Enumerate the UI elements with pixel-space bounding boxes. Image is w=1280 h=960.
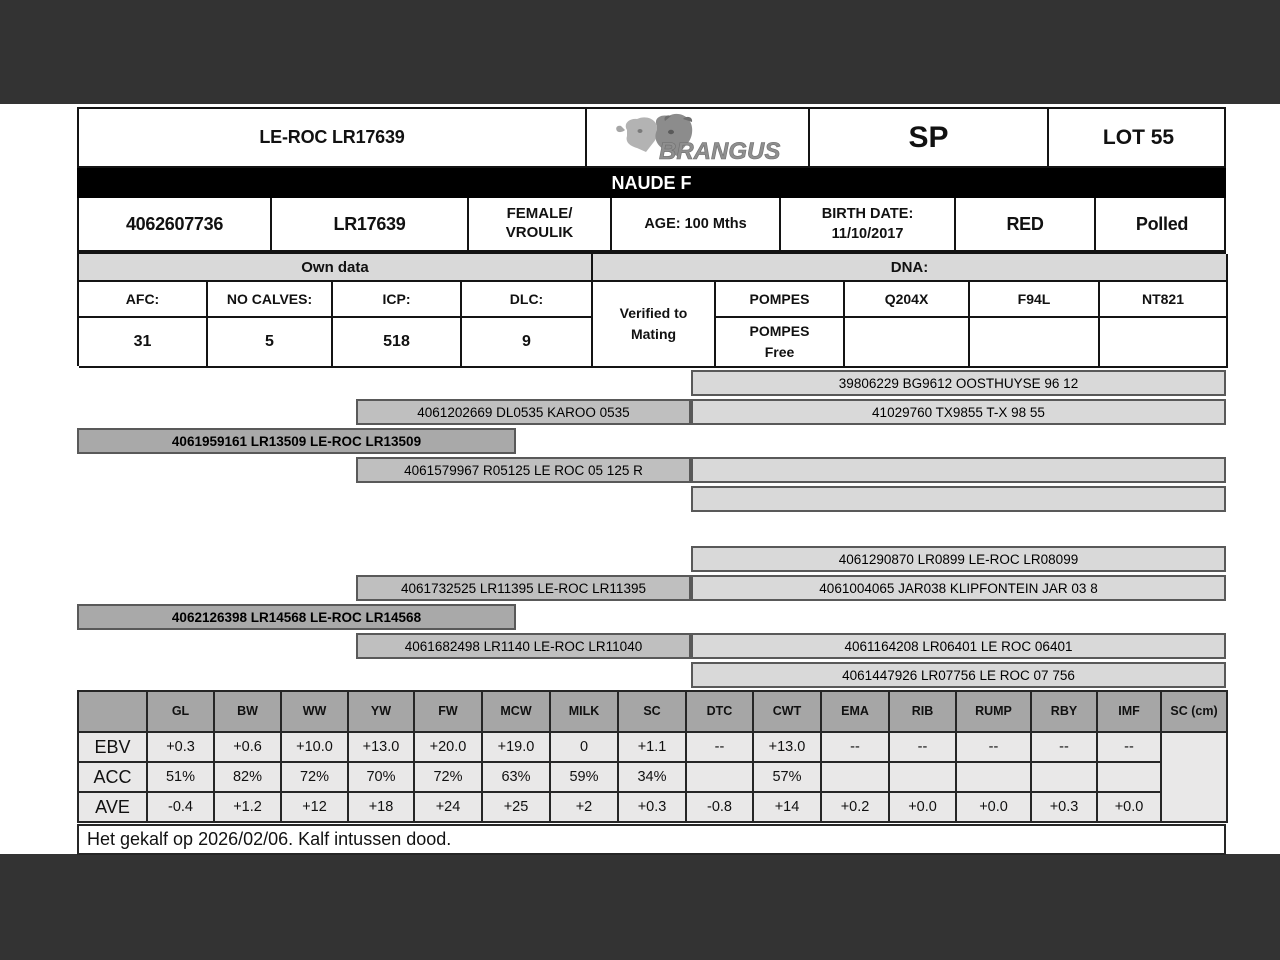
owner-name-bar: NAUDE F <box>77 168 1226 198</box>
afc-value: 31 <box>79 318 208 368</box>
no-calves-label: NO CALVES: <box>208 282 333 318</box>
brangus-logo <box>585 109 808 166</box>
ebv-column-header: RUMP <box>956 691 1031 732</box>
acc-cell <box>1097 762 1161 792</box>
catalog-page <box>77 107 1226 855</box>
ebv-cell: -- <box>1031 732 1097 762</box>
acc-row <box>78 762 1227 792</box>
ebv-cell: -- <box>889 732 956 762</box>
calving-note: Het gekalf op 2026/02/06. Kalf intussen dood. <box>77 824 1226 855</box>
colour-cell: RED <box>954 198 1094 250</box>
dlc-value: 9 <box>462 318 593 368</box>
icp-value: 518 <box>333 318 462 368</box>
ave-cell: +0.2 <box>821 792 889 822</box>
ebv-cell: +13.0 <box>348 732 414 762</box>
acc-cell <box>1031 762 1097 792</box>
acc-cell: 34% <box>618 762 686 792</box>
acc-cell: 70% <box>348 762 414 792</box>
verified-to-mating-cell <box>593 282 716 368</box>
ebv-column-header: CWT <box>753 691 821 732</box>
pedigree-box-sire-sire: 4061202669 DL0535 KAROO 0535 <box>356 399 691 425</box>
dna-title: DNA: <box>593 254 1228 282</box>
sex-value: FEMALE/ VROULIK <box>505 205 574 241</box>
dlc-label: DLC: <box>462 282 593 318</box>
acc-cell <box>956 762 1031 792</box>
brangus-logo-text: BRANGUS <box>658 137 780 164</box>
ebv-cell: 0 <box>550 732 618 762</box>
ebv-cell: -- <box>956 732 1031 762</box>
ebv-cell: +0.6 <box>214 732 281 762</box>
dna-test-pompes: POMPES <box>716 282 845 318</box>
own-data-dna-section <box>77 252 1226 366</box>
acc-cell: 82% <box>214 762 281 792</box>
no-calves-value: 5 <box>208 318 333 368</box>
ave-cell: +24 <box>414 792 482 822</box>
acc-cell: 72% <box>414 762 482 792</box>
page-title: LE-ROC LR17639 <box>259 127 405 147</box>
acc-cell: 57% <box>753 762 821 792</box>
ebv-column-header: WW <box>281 691 348 732</box>
ebv-column-header: SC (cm) <box>1161 691 1227 732</box>
ebv-row-label: EBV <box>78 732 147 762</box>
ave-cell: -0.8 <box>686 792 753 822</box>
ebv-column-header: DTC <box>686 691 753 732</box>
acc-cell: 72% <box>281 762 348 792</box>
dna-result-pompes <box>716 318 845 368</box>
ave-cell: +0.3 <box>618 792 686 822</box>
dna-result-pompes-text: POMPES Free <box>749 323 810 360</box>
ebv-row <box>78 732 1227 762</box>
birth-date-cell <box>779 198 954 250</box>
lot-number: LOT 55 <box>1047 109 1228 166</box>
age-cell: AGE: 100 Mths <box>610 198 779 250</box>
ebv-header-row <box>78 691 1227 732</box>
ebv-cell: +0.3 <box>147 732 214 762</box>
dna-test-q204x: Q204X <box>845 282 970 318</box>
dna-test-f94l: F94L <box>970 282 1100 318</box>
pedigree-box-dam-dam-dam: 4061447926 LR07756 LE ROC 07 756 <box>691 662 1226 688</box>
ave-cell: -0.4 <box>147 792 214 822</box>
ebv-column-header: RIB <box>889 691 956 732</box>
acc-row-label: ACC <box>78 762 147 792</box>
ave-cell: +25 <box>482 792 550 822</box>
ebv-cell: -- <box>821 732 889 762</box>
acc-cell: 51% <box>147 762 214 792</box>
acc-cell: 59% <box>550 762 618 792</box>
acc-cell <box>889 762 956 792</box>
ebv-table <box>77 690 1228 823</box>
ebv-cell: +20.0 <box>414 732 482 762</box>
birth-date-label: BIRTH DATE: <box>821 205 914 222</box>
acc-cell: 63% <box>482 762 550 792</box>
pedigree-box-sire-sire-sire: 39806229 BG9612 OOSTHUYSE 96 12 <box>691 370 1226 396</box>
ebv-column-header: RBY <box>1031 691 1097 732</box>
ave-cell: +0.0 <box>889 792 956 822</box>
ebv-corner-cell <box>78 691 147 732</box>
pedigree-box-dam-sire: 4061732525 LR11395 LE-ROC LR11395 <box>356 575 691 601</box>
pedigree-box-sire-dam: 4061579967 R05125 LE ROC 05 125 R <box>356 457 691 483</box>
pedigree-chart <box>77 370 1226 688</box>
ave-cell: +2 <box>550 792 618 822</box>
ave-row-label: AVE <box>78 792 147 822</box>
own-data-title: Own data <box>79 254 593 282</box>
animal-id: LR17639 <box>270 198 467 250</box>
ebv-column-header: BW <box>214 691 281 732</box>
pedigree-box-sire-sire-dam: 41029760 TX9855 T-X 98 55 <box>691 399 1226 425</box>
ebv-column-header: IMF <box>1097 691 1161 732</box>
ebv-column-header: YW <box>348 691 414 732</box>
ebv-cell: +10.0 <box>281 732 348 762</box>
ave-cell: +0.0 <box>1097 792 1161 822</box>
ave-cell: +0.3 <box>1031 792 1097 822</box>
identity-row <box>77 198 1226 252</box>
pedigree-box-dam-dam: 4061682498 LR1140 LE-ROC LR11040 <box>356 633 691 659</box>
pedigree-box-sire-dam-sire <box>691 457 1226 483</box>
header-row <box>77 107 1226 168</box>
brangus-logo-image <box>613 112 783 164</box>
ave-cell: +14 <box>753 792 821 822</box>
ebv-column-header: MCW <box>482 691 550 732</box>
ebv-column-header: SC <box>618 691 686 732</box>
dna-result-f94l <box>970 318 1100 368</box>
ave-cell: +12 <box>281 792 348 822</box>
ebv-column-header: MILK <box>550 691 618 732</box>
ebv-column-header: GL <box>147 691 214 732</box>
pedigree-box-sire: 4061959161 LR13509 LE-ROC LR13509 <box>77 428 516 454</box>
pedigree-box-dam-dam-sire: 4061164208 LR06401 LE ROC 06401 <box>691 633 1226 659</box>
ebv-cell: +1.1 <box>618 732 686 762</box>
pedigree-box-dam-sire-sire: 4061290870 LR0899 LE-ROC LR08099 <box>691 546 1226 572</box>
dna-test-nt821: NT821 <box>1100 282 1228 318</box>
pedigree-box-sire-dam-dam <box>691 486 1226 512</box>
ebv-cell: -- <box>1097 732 1161 762</box>
sc-cm-cell <box>1161 732 1227 822</box>
registration-number: 4062607736 <box>125 213 224 234</box>
grading-code: SP <box>808 109 1047 166</box>
ave-cell: +1.2 <box>214 792 281 822</box>
acc-cell <box>686 762 753 792</box>
sex-cell <box>467 198 610 250</box>
ave-cell: +18 <box>348 792 414 822</box>
acc-cell <box>821 762 889 792</box>
afc-label: AFC: <box>79 282 208 318</box>
ebv-column-header: FW <box>414 691 482 732</box>
icp-label: ICP: <box>333 282 462 318</box>
ebv-cell: -- <box>686 732 753 762</box>
ebv-column-header: EMA <box>821 691 889 732</box>
birth-date-value: 11/10/2017 <box>831 226 904 242</box>
ave-row <box>78 792 1227 822</box>
ebv-cell: +19.0 <box>482 732 550 762</box>
dna-result-q204x <box>845 318 970 368</box>
pedigree-box-dam-sire-dam: 4061004065 JAR038 KLIPFONTEIN JAR 03 8 <box>691 575 1226 601</box>
ebv-cell: +13.0 <box>753 732 821 762</box>
verified-to-mating-text: Verified to Mating <box>619 305 688 342</box>
ave-cell: +0.0 <box>956 792 1031 822</box>
horn-status-cell: Polled <box>1094 198 1228 250</box>
pedigree-box-dam: 4062126398 LR14568 LE-ROC LR14568 <box>77 604 516 630</box>
dna-result-nt821 <box>1100 318 1228 368</box>
